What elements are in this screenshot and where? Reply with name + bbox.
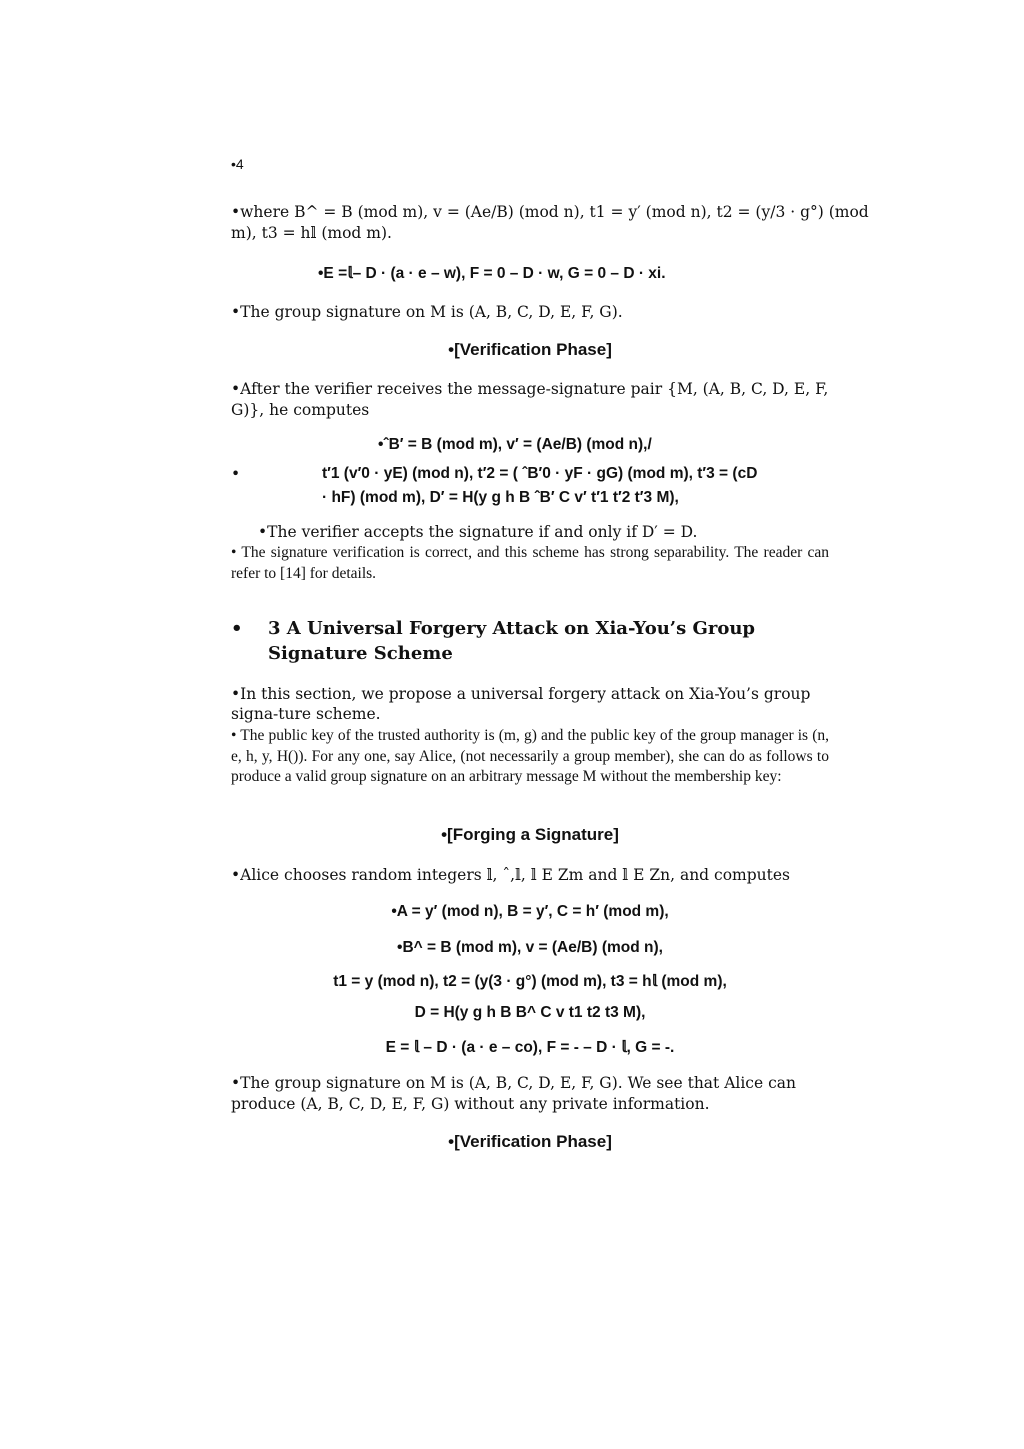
forge-equation-1: •A = y′ (mod n), B = y′, C = h′ (mod m),	[391, 903, 669, 920]
section-title-line-2: Signature Scheme	[268, 643, 453, 664]
section-heading	[231, 616, 829, 668]
forged-signature-line-1: •The group signature on M is (A, B, C, D, E, F, G). We see that Alice can	[231, 1074, 796, 1092]
forge-equation-5: E = 𝕝 – D · (a · e – co), F = - – D · 𝕝, G = -.	[385, 1039, 675, 1056]
forging-heading: •[Forging a Signature]	[441, 825, 619, 844]
alice-chooses-line: •Alice chooses random integers 𝕝, ˆ,𝕝, 𝕝 E Zm and 𝕝 E Zn, and computes	[231, 866, 790, 884]
accept-condition: •The verifier accepts the signature if and only if D′ = D.	[258, 523, 698, 541]
verifier-line-1: •After the verifier receives the message-signature pair {M, (A, B, C, D, E, F,	[231, 380, 829, 398]
forge-equation-2: •B^ = B (mod m), v = (Ae/B) (mod n),	[397, 939, 663, 956]
public-key-paragraph: • The public key of the trusted authority is (m, g) and the public key of the group manager is (n, e, h, y, H()). For any one, say Alice, (not necessarily a group member), she can do as follows to produce a valid group signature on an arbitrary message M without the membership key:	[231, 727, 829, 785]
correctness-note: • The signature verification is correct, and this scheme has strong separability. The reader can refer to [14] for details.	[231, 544, 829, 582]
verification-phase-heading-2: •[Verification Phase]	[448, 1132, 612, 1151]
where-line-1: •where B^ = B (mod m), v = (Ae/B) (mod n), t1 = y′ (mod n), t2 = (y/3 · g°) (mod	[231, 203, 869, 221]
forged-signature-line-2: produce (A, B, C, D, E, F, G) without any private information.	[231, 1095, 710, 1113]
computation-bullet: •	[231, 465, 241, 483]
verifier-computation-2: t′1 (v′0 · yE) (mod n), t′2 = ( ˆB′0 · yF · gG) (mod m), t′3 = (cD	[322, 465, 758, 482]
verifier-line-2: G)}, he computes	[231, 401, 370, 419]
where-line-2: m), t3 = h𝕝 (mod m).	[231, 224, 392, 242]
verifier-computation-3: · hF) (mod m), D′ = H(y g h B ˆB′ C v′ t′1 t′2 t′3 M),	[322, 489, 679, 506]
forge-equation-3: t1 = y (mod n), t2 = (y(3 · g°) (mod m), t3 = h𝕝 (mod m),	[333, 973, 727, 990]
verifier-computation-1: •ˆB′ = B (mod m), v′ = (Ae/B) (mod n),/	[378, 436, 652, 453]
equation-efg: •E =𝕝– D · (a · e – w), F = 0 – D · w, G = 0 – D · xi.	[318, 265, 666, 282]
forge-equation-4: D = H(y g h B B^ C v t1 t2 t3 M),	[414, 1004, 646, 1021]
section-intro-line-1: •In this section, we propose a universal forgery attack on Xia-You’s group	[231, 685, 811, 703]
section-title-line-1: 3 A Universal Forgery Attack on Xia-You’s Group	[268, 618, 756, 639]
group-signature-line: •The group signature on M is (A, B, C, D, E, F, G).	[231, 303, 623, 321]
section-bullet: •	[231, 618, 243, 639]
section-intro-line-2: signa-ture scheme.	[231, 705, 381, 723]
page-number: •4	[231, 156, 244, 172]
verification-phase-heading: •[Verification Phase]	[448, 340, 612, 359]
